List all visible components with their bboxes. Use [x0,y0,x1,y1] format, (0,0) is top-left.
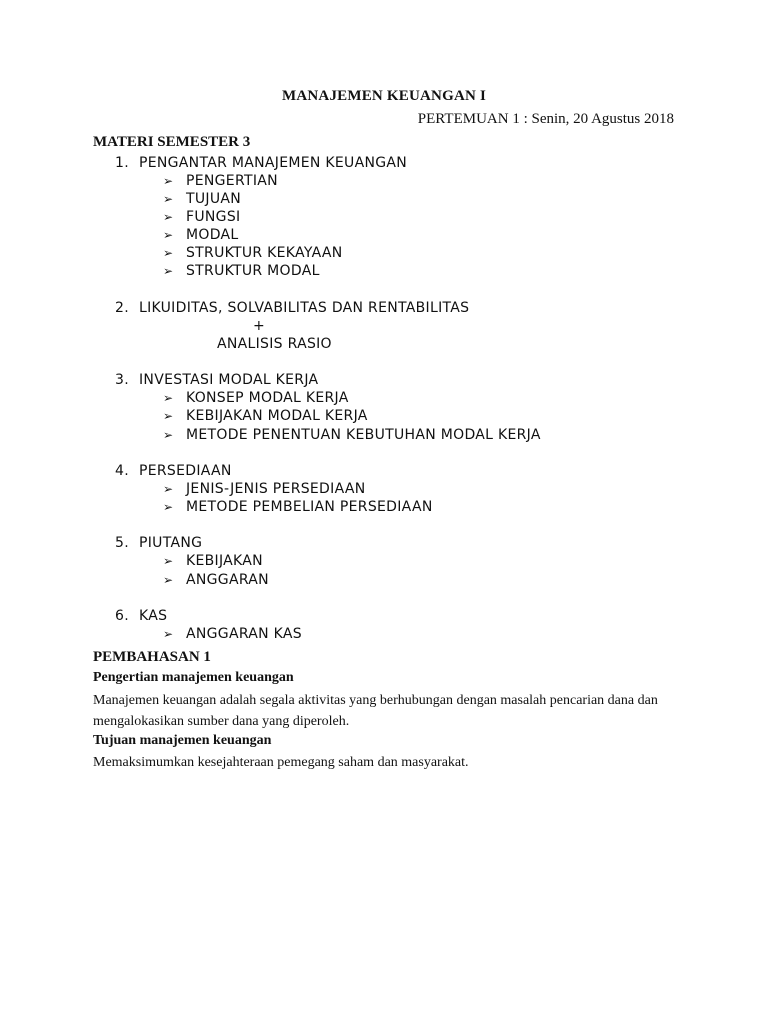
list-item: ➢ METODE PEMBELIAN PERSEDIAAN [163,499,433,515]
tujuan-paragraph: Memaksimumkan kesejahteraan pemegang saham dan masyarakat. [93,755,469,770]
arrow-bullet-icon: ➢ [163,174,174,188]
list-item: ➢ KEBIJAKAN [163,553,263,569]
topic-number: 1. [115,155,129,171]
topic-number: 2. [115,300,129,316]
list-item: ➢ JENIS-JENIS PERSEDIAAN [163,481,366,497]
materi-heading: MATERI SEMESTER 3 [93,134,251,150]
arrow-bullet-icon: ➢ [163,428,174,442]
topic-label: PERSEDIAAN [139,463,232,479]
list-item: ➢ STRUKTUR MODAL [163,263,320,279]
arrow-bullet-icon: ➢ [163,391,174,405]
arrow-bullet-icon: ➢ [163,210,174,224]
topic-3 [115,372,318,388]
topic-label: KAS [139,608,168,624]
arrow-bullet-icon: ➢ [163,228,174,242]
list-item: ➢ KONSEP MODAL KERJA [163,390,349,406]
arrow-bullet-icon: ➢ [163,409,174,423]
arrow-bullet-icon: ➢ [163,482,174,496]
pengertian-paragraph: Manajemen keuangan adalah segala aktivitas yang berhubungan dengan masalah pencarian dana dan mengalokasikan sumber dana yang diperoleh. [93,693,658,729]
topic-4 [115,463,232,479]
plus-sign: + [253,318,266,334]
topic-number: 3. [115,372,129,388]
arrow-bullet-icon: ➢ [163,192,174,206]
pembahasan-heading: PEMBAHASAN 1 [93,649,211,665]
document-title: MANAJEMEN KEUANGAN I [282,88,486,104]
list-item: ➢ STRUKTUR KEKAYAAN [163,245,343,261]
list-item: ➢ ANGGARAN [163,572,269,588]
topic-6 [115,608,167,624]
topic-label: LIKUIDITAS, SOLVABILITAS DAN RENTABILITAS [139,300,470,316]
meeting-info: PERTEMUAN 1 : Senin, 20 Agustus 2018 [417,111,674,127]
list-item: ➢ PENGERTIAN [163,173,278,189]
tujuan-heading: Tujuan manajemen keuangan [93,733,272,748]
topic-2 [115,300,469,316]
arrow-bullet-icon: ➢ [163,264,174,278]
topic-extra: ANALISIS RASIO [217,336,332,352]
topic-5 [115,535,202,551]
pengertian-heading: Pengertian manajemen keuangan [93,670,294,685]
topic-label: PIUTANG [139,535,203,551]
arrow-bullet-icon: ➢ [163,554,174,568]
list-item: ➢ METODE PENENTUAN KEBUTUHAN MODAL KERJA [163,427,541,443]
topic-label: INVESTASI MODAL KERJA [139,372,319,388]
arrow-bullet-icon: ➢ [163,500,174,514]
topic-number: 5. [115,535,129,551]
list-item: ➢ KEBIJAKAN MODAL KERJA [163,408,368,424]
topic-1 [115,155,407,171]
list-item: ➢ MODAL [163,227,239,243]
topic-number: 4. [115,463,129,479]
topic-number: 6. [115,608,129,624]
list-item: ➢ TUJUAN [163,191,242,207]
arrow-bullet-icon: ➢ [163,246,174,260]
topic-label: PENGANTAR MANAJEMEN KEUANGAN [139,155,408,171]
list-item: ➢ FUNGSI [163,209,241,225]
list-item: ➢ ANGGARAN KAS [163,626,302,642]
arrow-bullet-icon: ➢ [163,573,174,587]
arrow-bullet-icon: ➢ [163,627,174,641]
